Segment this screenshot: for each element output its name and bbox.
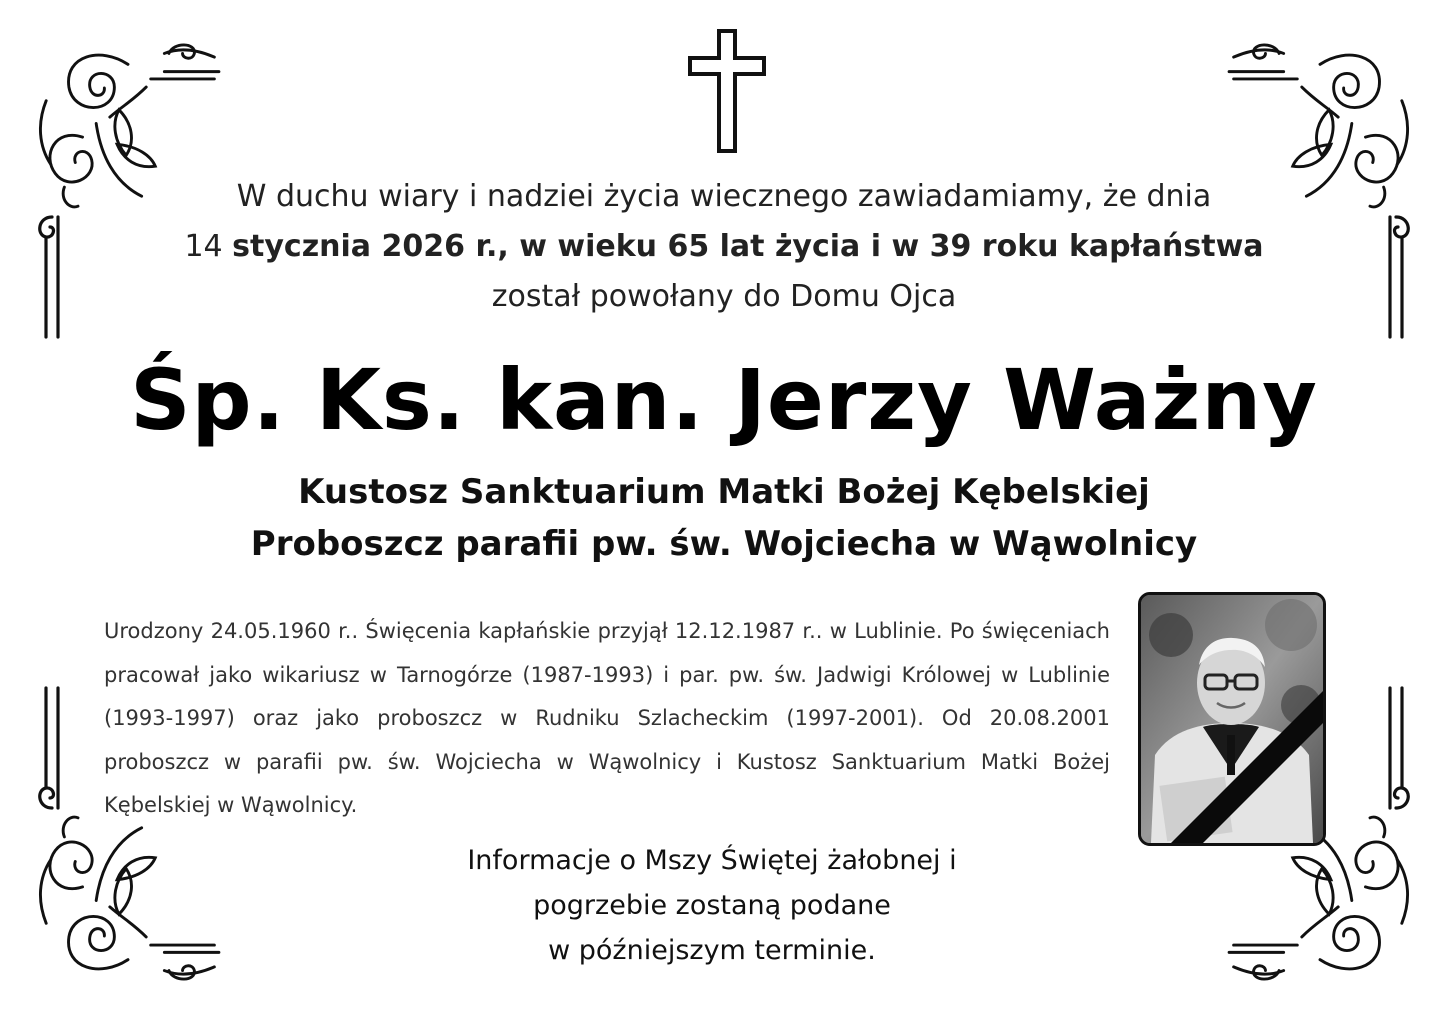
deceased-name: Śp. Ks. kan. Jerzy Ważny [130,351,1318,449]
side-scroll-icon [32,205,66,345]
announcement-intro [90,172,1358,322]
intro-line-1: W duchu wiary i nadziei życia wiecznego zawiadamiamy, że dnia [236,179,1212,214]
intro-date-day: 14 [184,229,233,264]
deceased-photo [1138,592,1326,846]
intro-line-3: został powołany do Domu Ojca [491,279,957,314]
intro-line-2 [90,222,1358,272]
portrait-image [1141,595,1323,843]
intro-date-details: stycznia 2026 r., w wieku 65 lat życia i w 39 roku kapłaństwa [232,229,1264,264]
side-scroll-icon [1382,205,1416,345]
funeral-info-line-1: Informacje o Mszy Świętej żałobnej i [467,845,957,876]
funeral-info-line-2: pogrzebie zostaną podane [533,890,891,921]
cross-icon [686,28,768,154]
funeral-info-line-3: w późniejszym terminie. [548,935,876,966]
title-parish-priest: Proboszcz parafii pw. św. Wojciecha w Wąwolnicy [250,524,1198,564]
side-scroll-icon [1382,680,1416,820]
deceased-titles [90,466,1358,570]
title-custodian: Kustosz Sanktuarium Matki Bożej Kębelskiej [298,472,1150,512]
side-scroll-icon [32,680,66,820]
biography-text: Urodzony 24.05.1960 r.. Święcenia kapłańskie przyjął 12.12.1987 r.. w Lublinie. Po święceniach pracował jako wikariusz w Tarnogórze (1987-1993) i par. pw. św. Jadwigi Królowej w Lublinie (1993-1997) oraz jako proboszcz w Rudniku Szlacheckim (1997-2001). Od 20.08.2001 proboszcz w parafii pw. św. Wojciecha w Wąwolnicy i Kustosz Sanktuarium Matki Bożej Kębelskiej w Wąwolnicy. [104,619,1110,817]
funeral-information [362,838,1062,973]
